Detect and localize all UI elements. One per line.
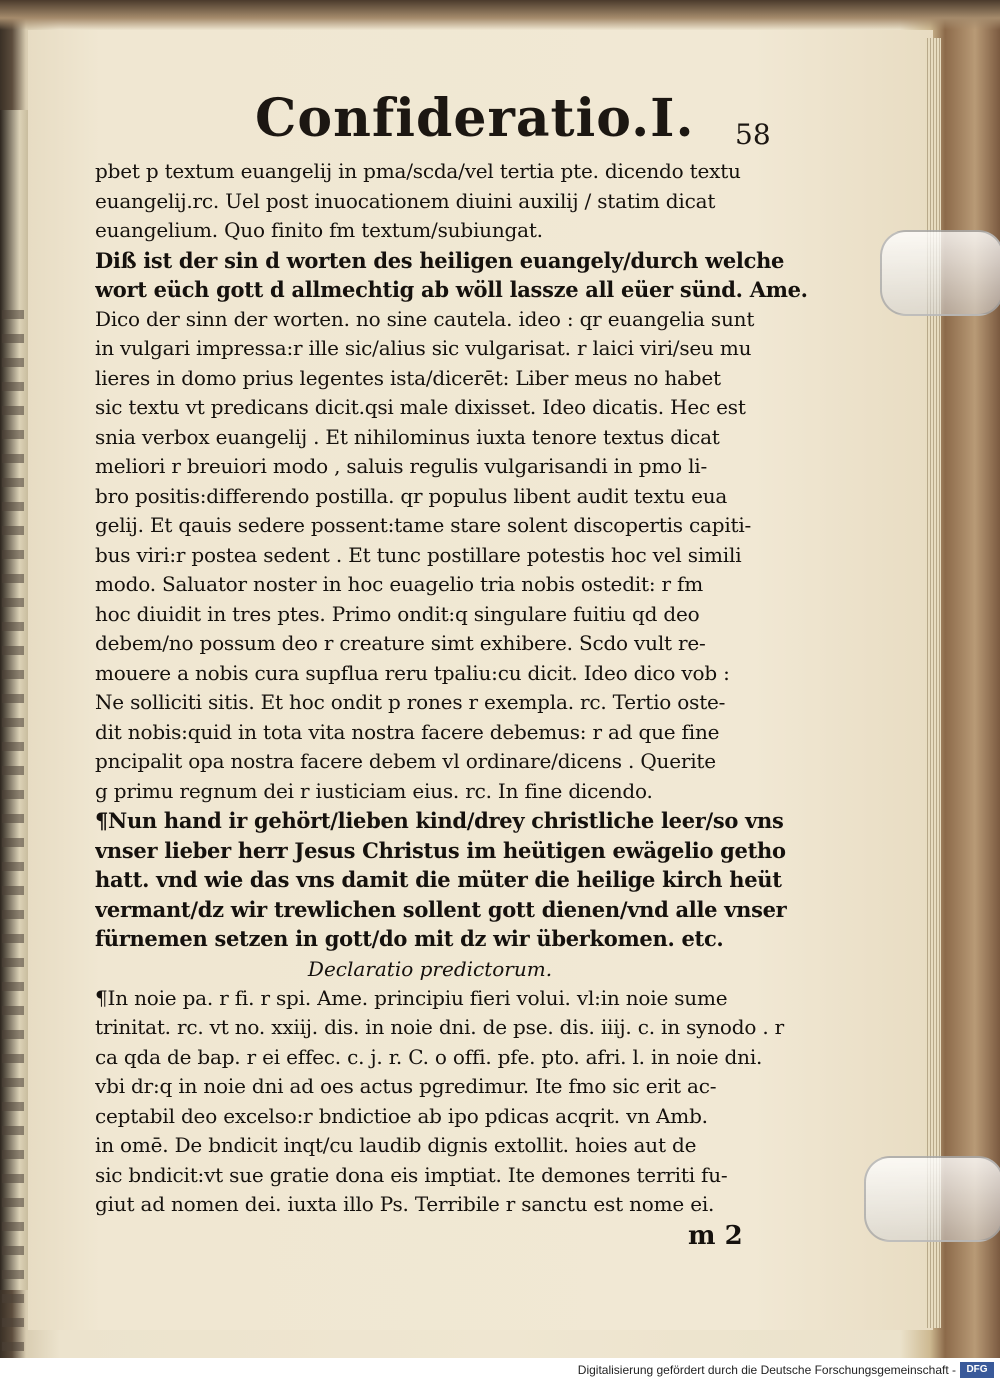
- latin-text-line: vbi dr:q in noie dni ad oes actus pgredimur. Ite fmo sic erit ac-: [95, 1074, 717, 1098]
- footer-bar: [0, 1358, 1000, 1383]
- latin-text-line: bus viri:r postea sedent . Et tunc postillare potestis hoc vel simili: [95, 542, 742, 567]
- dfg-logo: DFG: [960, 1362, 994, 1378]
- latin-text-line: pncipalit opa nostra facere debem vl ordinare/dicens . Querite: [95, 749, 716, 773]
- latin-text-line: sic textu vt predicans dicit.qsi male dixisset. Ideo dicatis. Hec est: [95, 395, 746, 419]
- german-text-line: ¶Nun hand ir gehört/lieben kind/drey christliche leer/so vns: [95, 808, 784, 833]
- latin-text-line: euangelium. Quo finito fm textum/subiungat.: [95, 218, 543, 242]
- scan-top-shadow: [0, 0, 1000, 30]
- latin-text-line: euangelij.rc. Uel post inuocationem diuini auxilij / statim dicat: [95, 188, 716, 213]
- page-title: Confideratio.I.: [255, 88, 695, 149]
- german-text-line: hatt. vnd wie das vns damit die müter die heilige kirch heüt: [95, 867, 782, 892]
- latin-text-line: dit nobis:quid in tota vita nostra facere debemus: r ad que fine: [95, 719, 720, 744]
- page-clip-bottom: [864, 1156, 1000, 1242]
- section-heading: Declaratio predictorum.: [307, 956, 553, 981]
- latin-text-line: ca qda de bap. r ei effec. c. j. r. C. o offi. pfe. pto. afri. l. in noie dni.: [95, 1044, 763, 1069]
- previous-page-edge: [0, 110, 29, 1290]
- latin-text-line: pbet p textum euangelij in pma/scda/vel tertia pte. dicendo textu: [95, 159, 741, 183]
- latin-text-line: hoc diuidit in tres ptes. Primo ondit:q singulare fuitiu qd deo: [95, 601, 700, 626]
- latin-text-line: lieres in domo prius legentes ista/dicerēt: Liber meus no habet: [95, 365, 721, 390]
- latin-text-line: sic bndicit:vt sue gratie dona eis imptiat. Ite demones territi fu-: [95, 1162, 728, 1187]
- latin-text-line: debem/no possum deo r creature simt exhibere. Scdo vult re-: [95, 631, 706, 655]
- latin-text-line: meliori r breuiori modo , saluis regulis vulgarisandi in pmo li-: [95, 454, 708, 478]
- footer-credit: Digitalisierung gefördert durch die Deutsche Forschungsgemeinschaft -: [577, 1363, 956, 1377]
- german-text-line: fürnemen setzen in gott/do mit dz wir überkomen. etc.: [95, 926, 724, 951]
- latin-text-line: g primu regnum dei r iusticiam eius. rc. In fine dicendo.: [95, 778, 653, 803]
- latin-text-line: Ne solliciti sitis. Et hoc ondit p rones r exempla. rc. Tertio oste-: [95, 690, 726, 714]
- latin-text-line: mouere a nobis cura supflua reru tpaliu:cu dicit. Ideo dico vob :: [95, 660, 730, 685]
- german-text-line: wort eüch gott d allmechtig ab wöll lassze all eüer sünd. Ame.: [95, 277, 808, 302]
- latin-text-line: in vulgari impressa:r ille sic/alius sic vulgarisat. r laici viri/seu mu: [95, 336, 752, 360]
- latin-text-line: snia verbox euangelij . Et nihilominus iuxta tenore textus dicat: [95, 424, 720, 449]
- latin-text-line: modo. Saluator noster in hoc euagelio tria nobis ostedit: r fm: [95, 572, 704, 596]
- latin-text-line: ¶In noie pa. r fi. r spi. Ame. principiu fieri volui. vl:in noie sume: [95, 985, 728, 1010]
- page-clip-top: [880, 230, 1000, 316]
- german-text-line: vnser lieber herr Jesus Christus im heütigen ewägelio getho: [95, 837, 786, 863]
- german-text-line: vermant/dz wir trewlichen sollent gott dienen/vnd alle vnser: [95, 896, 787, 922]
- latin-text-line: in omē. De bndicit inqt/cu laudib dignis extollit. hoies aut de: [95, 1133, 697, 1157]
- latin-text-line: ceptabil deo excelso:r bndictioe ab ipo pdicas acqrit. vn Amb.: [95, 1103, 708, 1128]
- latin-text-line: giut ad nomen dei. iuxta illo Ps. Terribile r sanctu est nome ei.: [95, 1192, 715, 1216]
- latin-text-line: trinitat. rc. vt no. xxiij. dis. in noie dni. de pse. dis. iiij. c. in synodo . r: [95, 1015, 785, 1039]
- latin-text-line: bro positis:differendo postilla. qr populus libent audit textu eua: [95, 483, 728, 508]
- latin-text-line: gelij. Et qauis sedere possent:tame stare solent discopertis capiti-: [95, 513, 752, 537]
- signature-mark: m 2: [688, 1221, 743, 1251]
- folio-number: 58: [735, 118, 771, 151]
- previous-page-text: [2, 310, 24, 1370]
- body-text: [95, 157, 835, 1220]
- latin-text-line: Dico der sinn der worten. no sine cautela. ideo : qr euangelia sunt: [95, 306, 755, 331]
- german-text-line: Diß ist der sin d worten des heiligen euangely/durch welche: [95, 247, 785, 273]
